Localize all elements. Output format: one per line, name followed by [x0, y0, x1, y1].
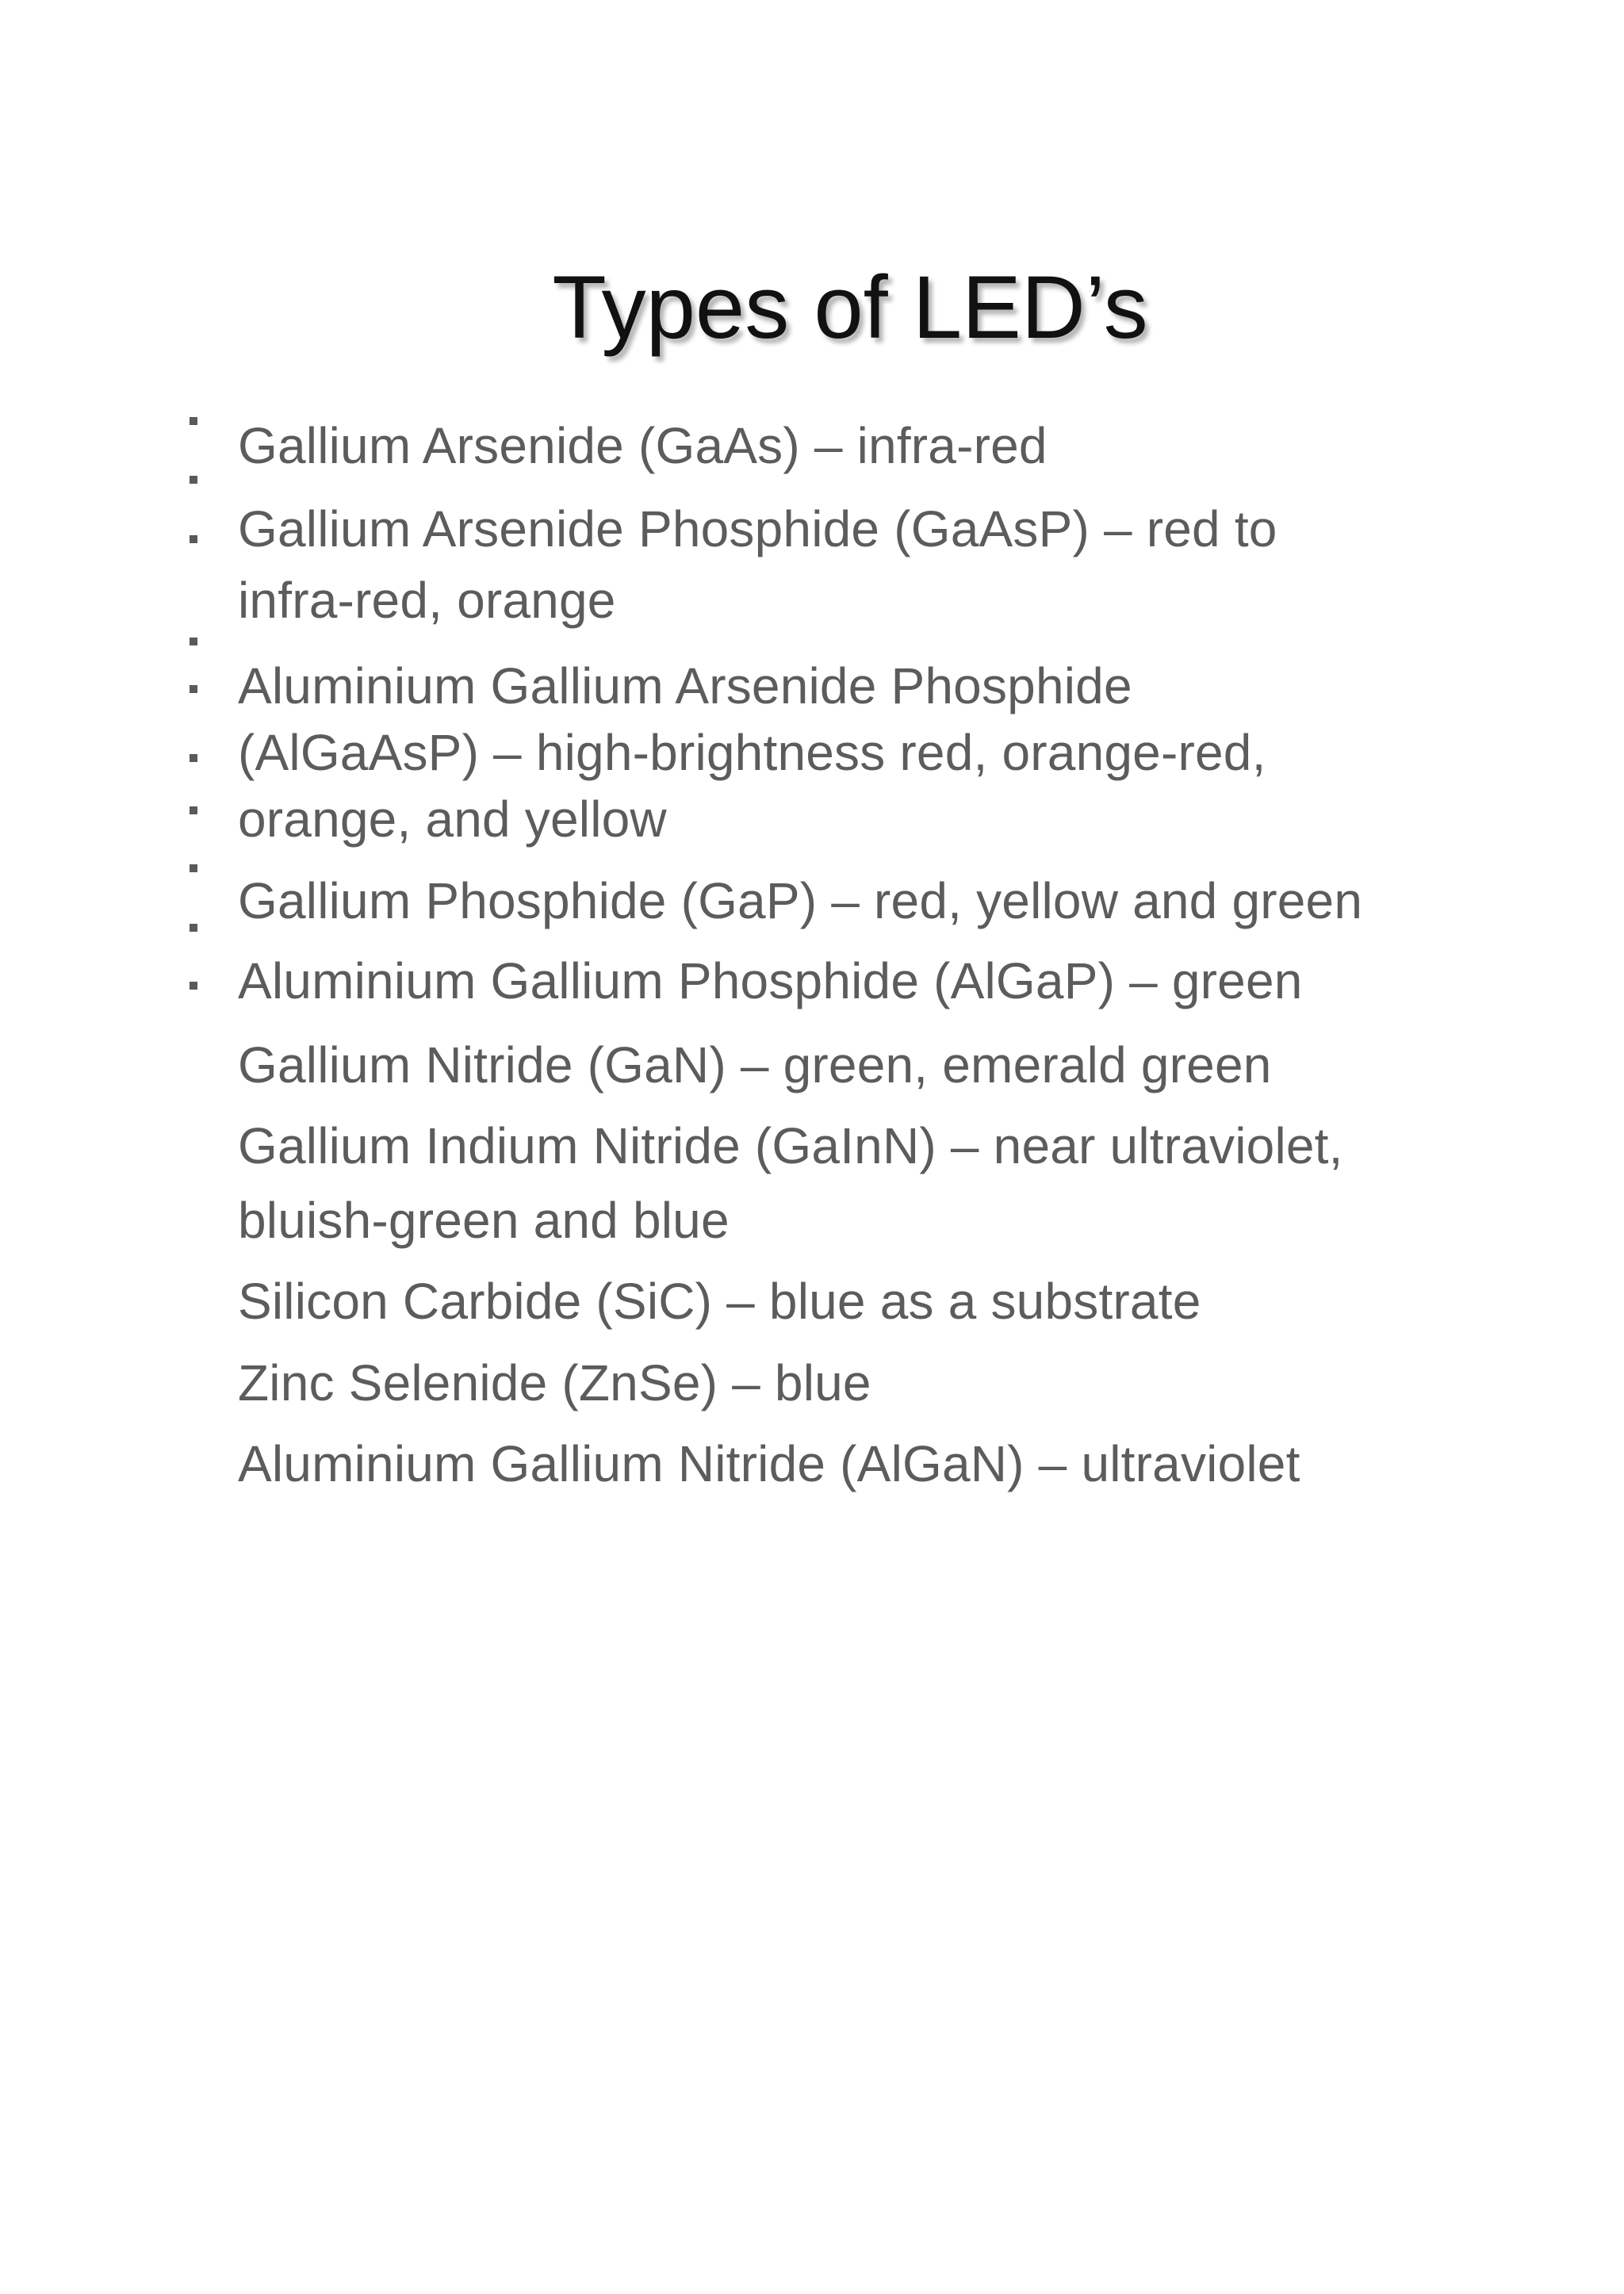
list-item: [238, 1428, 1475, 1499]
list-item-line: Aluminium Gallium Nitride (AlGaN) – ultraviolet: [238, 1435, 1300, 1492]
list-item-line: Gallium Phosphide (GaP) – red, yellow and green: [238, 872, 1363, 929]
list-item-line: Zinc Selenide (ZnSe) – blue: [238, 1354, 871, 1411]
bullet-marker: [190, 924, 197, 932]
bullet-marker: [190, 864, 197, 872]
list-item-line: Gallium Arsenide (GaAs) – infra-red: [238, 417, 1048, 474]
bullet-marker: [190, 685, 197, 693]
list-item: [238, 945, 1475, 1017]
list-item: [238, 493, 1475, 636]
bullet-marker: [190, 754, 197, 762]
list-item: [238, 1347, 1475, 1419]
list-item-line: Aluminium Gallium Arsenide Phosphide: [238, 657, 1132, 714]
list-item-line: orange, and yellow: [238, 791, 667, 848]
bullet-marker: [190, 638, 197, 645]
list-item: [238, 1109, 1475, 1258]
bullet-marker: [190, 476, 197, 484]
list-item: [238, 865, 1475, 936]
bullet-marker: [190, 806, 197, 814]
list-item-line: Gallium Indium Nitride (GaInN) – near ultraviolet,: [238, 1117, 1343, 1174]
bullet-marker: [190, 982, 197, 990]
page-title: Types of LED’s: [552, 258, 1148, 357]
list-item-line: Aluminium Gallium Phosphide (AlGaP) – green: [238, 952, 1303, 1009]
bullet-marker: [190, 417, 197, 425]
list-item-line: Gallium Arsenide Phosphide (GaAsP) – red to: [238, 500, 1277, 557]
bullet-marker: [190, 535, 197, 543]
list-item: [238, 1266, 1475, 1337]
list-item-line: Gallium Nitride (GaN) – green, emerald green: [238, 1036, 1272, 1093]
list-item-line: infra-red, orange: [238, 572, 616, 629]
list-item-line: Silicon Carbide (SiC) – blue as a substrate: [238, 1273, 1201, 1330]
list-item: [238, 410, 1475, 481]
list-item-line: (AlGaAsP) – high-brightness red, orange-red,: [238, 724, 1266, 781]
list-item: [238, 653, 1475, 852]
list-item-line: bluish-green and blue: [238, 1192, 730, 1249]
list-item: [238, 1029, 1475, 1101]
